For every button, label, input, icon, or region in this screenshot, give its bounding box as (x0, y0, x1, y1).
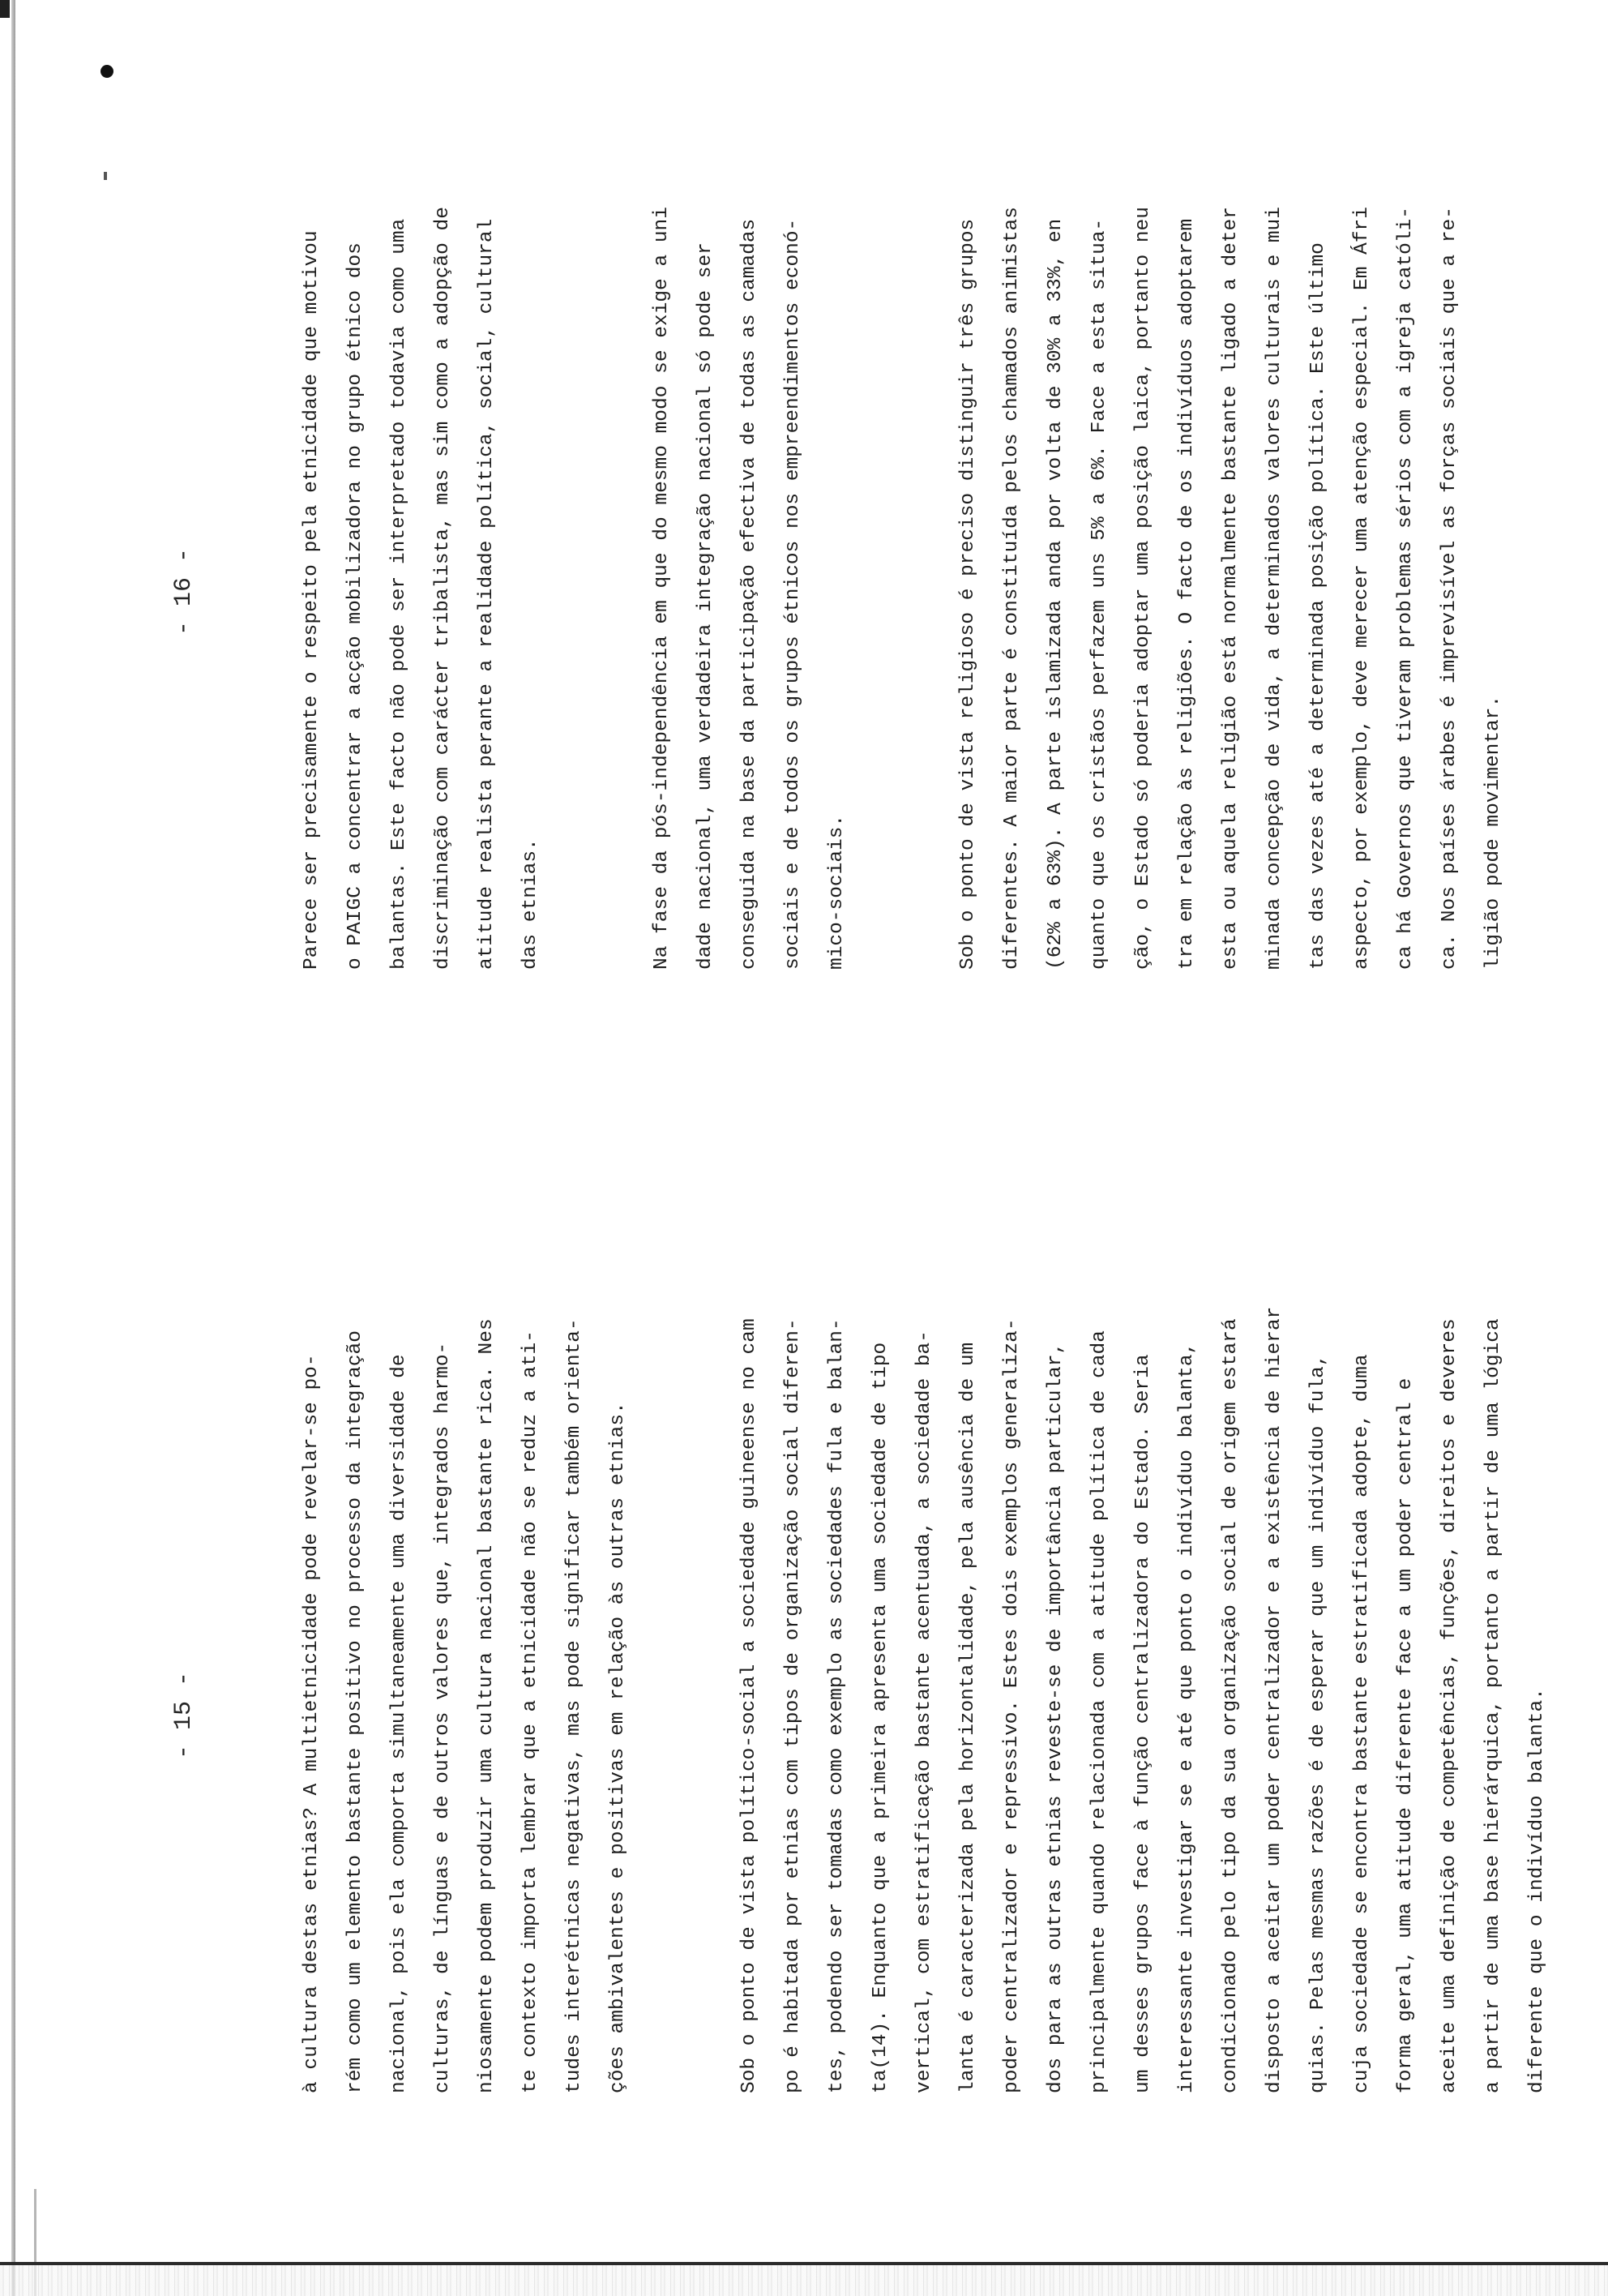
text-line: ta(14). Enquanto que a primeira apresenta uma sociedade de tipo (870, 1342, 892, 2093)
text-line: Parece ser precisamente o respeito pela etnicidade que motivou (301, 230, 323, 970)
text-line: rém como um elemento bastante positivo no processo da integração (344, 1330, 366, 2093)
text-line: Sob o ponto de vista religioso é preciso distinguir três grupos (957, 218, 979, 970)
text-line: Na fase da pós-independência em que do mesmo modo se exige a uni (651, 207, 673, 970)
text-line: (62% a 63%). A parte islamizada anda por volta de 30% a 33%, en (1045, 218, 1067, 970)
scan-bottom-edge (0, 2262, 1608, 2265)
text-line: ção, o Estado só poderia adoptar uma posição laica, portanto neu (1132, 207, 1154, 970)
text-line: aceite uma definição de competências, funções, direitos e deveres (1439, 1318, 1460, 2093)
scan-noise-strip (0, 2265, 1608, 2296)
text-line: culturas, de línguas e de outros valores que, integrados harmo- (432, 1342, 454, 2093)
text-line: condicionado pelo tipo da sua organização social de origem estará (1220, 1318, 1242, 2093)
text-line: ções ambivalentes e positivas em relação às outras etnias. (607, 1402, 629, 2093)
paragraph (290, 942, 640, 2093)
text-line: tes, podendo ser tomadas como exemplo as sociedades fula e balan- (826, 1318, 848, 2093)
text-line: poder centralizador e repressivo. Estes dois exemplos generaliza- (1001, 1318, 1023, 2093)
text-line: diferentes. A maior parte é constituída pelos chamados animistas (1001, 207, 1023, 970)
left-page-text-column (290, 942, 1559, 2093)
text-line: minada concepção de vida, a determinados valores culturais e mui (1264, 207, 1285, 970)
text-line: Sob o ponto de vista político-social a sociedade guineense no cam (738, 1318, 760, 2093)
text-line: vertical, com estratificação bastante acentuada, a sociedade ba- (913, 1330, 935, 2093)
text-line: ligião pode movimentar. (1482, 695, 1504, 970)
text-line: lanta é caracterizada pela horizontalidade, pela ausência de um (957, 1342, 979, 2093)
text-line: esta ou aquela religião está normalmente bastante ligado a deter (1220, 207, 1242, 970)
text-line: sociais e de todos os grupos étnicos nos empreendimentos econó- (782, 218, 804, 970)
text-line: quanto que os cristãos perfazem uns 5% a 6%. Face a esta situa- (1088, 218, 1110, 970)
paragraph (947, 0, 1516, 970)
text-line: po é habitada por etnias com tipos de organização social diferen- (782, 1318, 804, 2093)
text-line: diferente que o indivíduo balanta. (1526, 1688, 1548, 2093)
text-line: conseguida na base da participação efectiva de todas as camadas (738, 218, 760, 970)
text-line: te contexto importa lembrar que a etnicidade não se reduz a ati- (520, 1330, 541, 2093)
text-line: disposto a aceitar um poder centralizador e a existência de hierar (1264, 1306, 1285, 2093)
paragraph (290, 0, 553, 970)
text-line: ca há Governos que tiveram problemas sérios com a igreja católi- (1395, 207, 1417, 970)
text-line: balantas. Este facto não pode ser interpretado todavia como uma (388, 218, 410, 970)
text-line: discriminação com carácter tribalista, mas sim como a adopção de (432, 207, 454, 970)
text-line: cuja sociedade se encontra bastante estratificada adopte, duma (1351, 1354, 1373, 2093)
text-line: das etnias. (520, 838, 541, 970)
text-line: nacional, pois ela comporta simultaneamente uma diversidade de (388, 1354, 410, 2093)
text-line: principalmente quando relacionada com a atitude política de cada (1088, 1330, 1110, 2093)
text-line: niosamente podem produzir uma cultura nacional bastante rica. Nes (476, 1318, 498, 2093)
right-page-text-column (290, 0, 1516, 970)
text-line: forma geral, uma atitude diferente face a um poder central e (1395, 1377, 1417, 2093)
text-line: quias. Pelas mesmas razões é de esperar que um indivíduo fula, (1307, 1354, 1329, 2093)
paragraph (640, 0, 859, 970)
text-line: tas das vezes até a determinada posição política. Este último (1307, 242, 1329, 970)
text-line: mico-sociais. (826, 814, 848, 970)
text-line: tudes interétnicas negativas, mas pode significar também orienta- (563, 1318, 585, 2093)
text-line: interessante investigar se e até que ponto o indivíduo balanta, (1176, 1342, 1198, 2093)
text-line: tra em relação às religiões. O facto de os indivíduos adoptarem (1176, 218, 1198, 970)
text-line: dade nacional, uma verdadeira integração nacional só pode ser (695, 242, 716, 970)
text-line: atitude realista perante a realidade política, social, cultural (476, 218, 498, 970)
page-number-16: - 16 - (170, 547, 198, 636)
paragraph (728, 942, 1559, 2093)
page-number-15: - 15 - (170, 1671, 198, 1759)
text-line: um desses grupos face à função centralizadora do Estado. Seria (1132, 1354, 1154, 2093)
text-line: dos para as outras etnias reveste-se de importância particular, (1045, 1342, 1067, 2093)
text-line: à cultura destas etnias? A multietnicidade pode revelar-se po- (301, 1354, 323, 2093)
text-line: a partir de uma base hierárquica, portanto a partir de uma lógica (1482, 1318, 1504, 2093)
text-line: ca. Nos países árabes é imprevisível as forças sociais que a re- (1439, 207, 1460, 970)
text-line: o PAIGC a concentrar a acção mobilizadora no grupo étnico dos (344, 242, 366, 970)
text-line: aspecto, por exemplo, deve merecer uma atenção especial. Em Áfri (1351, 207, 1373, 970)
